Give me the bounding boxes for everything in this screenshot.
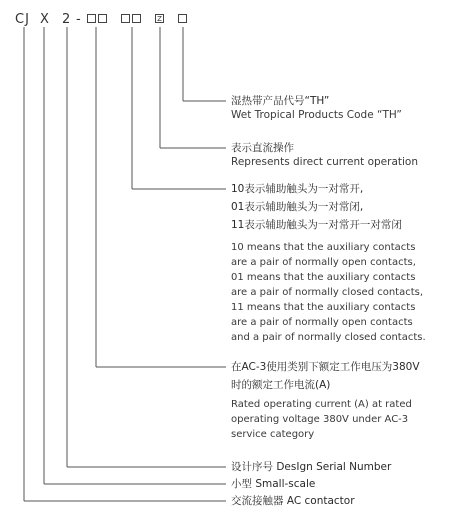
aux-box-1 [121, 14, 130, 23]
contactor-label: 交流接触器 AC contactor [231, 495, 355, 507]
current-en-1: Rated operating current (A) at rated [231, 399, 412, 410]
aux-en-5: 11 means that the auxiliary contacts [231, 302, 416, 313]
current-en-2: operating voltage 380V under AC-3 [231, 414, 409, 425]
th-box [178, 14, 187, 23]
aux-box-2 [132, 14, 141, 23]
aux-en-7: and a pair of normally closed contacts. [231, 332, 426, 343]
th-label-en: Wet Tropical Products Code “TH” [231, 109, 402, 121]
aux-en-1: 10 means that the auxiliary contacts [231, 242, 416, 253]
aux-en-4: are a pair of normally closed contacts, [231, 287, 424, 298]
serial-label: 设计序号 DesIgn Serial Number [231, 461, 392, 473]
aux-en-6: are a pair of normally open contacts [231, 317, 413, 328]
small-scale-label: 小型 Small-scale [231, 478, 316, 490]
code-dash: - [76, 12, 82, 27]
current-en-3: service category [231, 429, 315, 440]
current-zh-1: 在AC-3使用类别下额定工作电压为380V [231, 361, 420, 373]
code-2: 2 [62, 12, 72, 27]
code-cj: CJ [15, 12, 30, 27]
aux-zh-3: 11表示辅助触头为一对常开一对常闭 [231, 219, 402, 231]
aux-en-2: are a pair of normally open contacts, [231, 257, 416, 268]
current-zh-2: 时的额定工作电流(A) [231, 379, 331, 391]
aux-zh-1: 10表示辅助触头为一对常开, [231, 183, 364, 195]
dc-label-zh: 表示直流操作 [231, 142, 294, 154]
dc-label-en: Represents direct current operation [231, 156, 418, 168]
dc-box: Z [155, 14, 164, 23]
aux-en-3: 01 means that the auxiliary contacts [231, 272, 416, 283]
aux-zh-2: 01表示辅助触头为一对常闭, [231, 201, 364, 213]
current-box-1 [87, 14, 96, 23]
aux-en [231, 240, 453, 345]
th-label-zh: 湿热带产品代号“TH” [231, 95, 330, 107]
code-x: X [40, 12, 50, 27]
current-box-2 [98, 14, 107, 23]
current-en [231, 397, 453, 442]
